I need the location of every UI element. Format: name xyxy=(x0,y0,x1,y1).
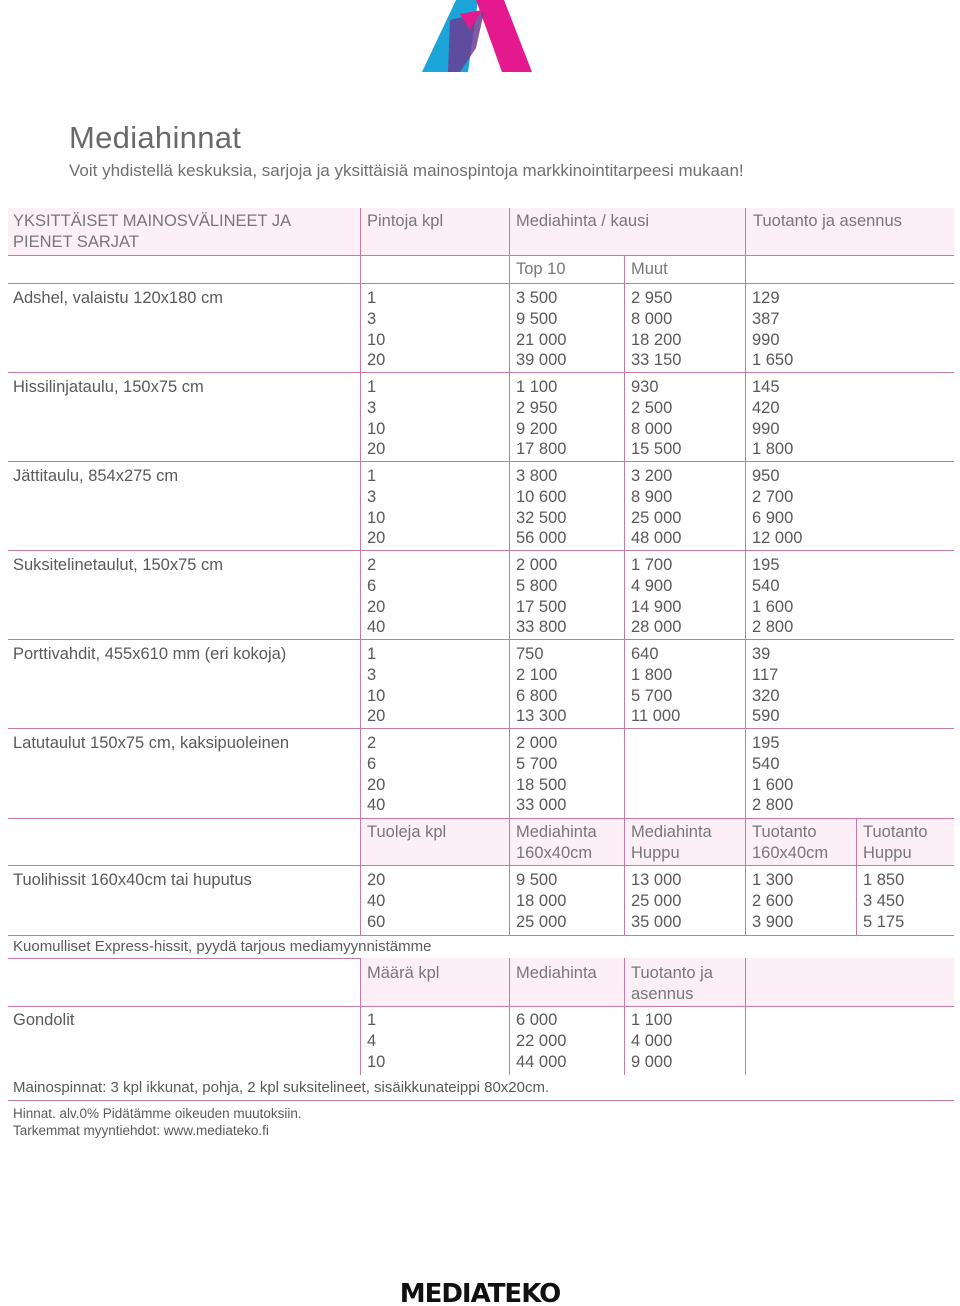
count-header: Pintoja kpl xyxy=(367,212,444,230)
price-value: 9 200 xyxy=(516,419,558,438)
price-value: 11 000 xyxy=(631,707,681,726)
count-value: 40 xyxy=(367,796,386,815)
price-value: 1 800 xyxy=(631,665,673,684)
counts-column xyxy=(367,288,385,371)
price-value: 33 150 xyxy=(631,351,682,370)
production-value: 387 xyxy=(752,309,780,328)
price-a-header-line1: Mediahinta xyxy=(516,823,597,841)
production-column xyxy=(631,1010,672,1072)
counts-column xyxy=(367,733,385,816)
divider xyxy=(8,283,954,284)
column-separator xyxy=(745,958,746,1075)
price-value: 1 700 xyxy=(631,556,673,574)
count-value: 1 xyxy=(367,467,377,485)
price-value: 3 500 xyxy=(516,289,558,307)
price-column xyxy=(516,1010,566,1072)
column-separator xyxy=(360,818,361,935)
price-header: Mediahinta xyxy=(516,964,597,982)
price-a-column xyxy=(516,870,566,932)
count-value: 1 xyxy=(367,1011,377,1029)
count-value: 3 xyxy=(367,398,377,417)
row-divider xyxy=(8,728,954,729)
production-value: 145 xyxy=(752,378,780,396)
counts-column xyxy=(367,644,385,727)
production-value: 4 000 xyxy=(631,1031,673,1050)
prod-b-column xyxy=(863,870,904,932)
price-value: 2 500 xyxy=(631,398,673,417)
top10-column xyxy=(516,644,566,727)
express-lifts-note: Kuomulliset Express-hissit, pyydä tarjous mediamyynnistämme xyxy=(13,938,432,955)
production-value: 3 900 xyxy=(752,912,794,931)
count-value: 6 xyxy=(367,576,377,595)
price-value: 6 800 xyxy=(516,686,558,705)
production-value: 129 xyxy=(752,289,780,307)
product-name: Jättitaulu, 854x275 cm xyxy=(13,467,179,485)
production-value: 540 xyxy=(752,754,780,773)
production-value: 6 900 xyxy=(752,508,794,527)
price-value: 44 000 xyxy=(516,1052,567,1071)
count-value: 40 xyxy=(367,891,386,910)
divider xyxy=(8,1006,954,1007)
price-a-header-line2: 160x40cm xyxy=(516,844,593,862)
terms-link-text: Tarkemmat myyntiehdot: www.mediateko.fi xyxy=(13,1123,269,1138)
counts-column xyxy=(367,555,385,638)
price-value: 17 800 xyxy=(516,440,567,459)
price-value: 56 000 xyxy=(516,529,567,548)
price-value: 4 900 xyxy=(631,576,673,595)
price-value: 9 500 xyxy=(516,871,558,889)
count-value: 10 xyxy=(367,1052,386,1071)
production-value: 1 850 xyxy=(863,871,905,889)
price-value: 32 500 xyxy=(516,508,567,527)
production-value: 39 xyxy=(752,645,771,663)
price-value: 9 500 xyxy=(516,309,558,328)
price-value: 14 900 xyxy=(631,597,682,616)
price-b-column xyxy=(631,870,681,932)
product-name: Suksitelinetaulut, 150x75 cm xyxy=(13,556,224,574)
price-value: 640 xyxy=(631,645,659,663)
price-value: 2 100 xyxy=(516,665,558,684)
page-subtitle: Voit yhdistellä keskuksia, sarjoja ja yksittäisiä mainospintoja markkinointitarpeesi mukaan! xyxy=(69,161,744,180)
price-value: 18 500 xyxy=(516,775,567,794)
price-value: 13 000 xyxy=(631,871,682,889)
prod-a-header-line1: Tuotanto xyxy=(752,823,817,841)
production-value: 1 800 xyxy=(752,440,794,459)
row-divider xyxy=(8,550,954,551)
count-value: 1 xyxy=(367,378,377,396)
divider xyxy=(8,255,954,256)
price-value: 15 500 xyxy=(631,440,682,459)
price-value: 3 800 xyxy=(516,467,558,485)
count-value: 3 xyxy=(367,665,377,684)
production-column xyxy=(752,555,793,638)
count-value: 20 xyxy=(367,351,386,370)
price-value: 8 900 xyxy=(631,487,673,506)
production-value: 540 xyxy=(752,576,780,595)
product-name: Tuolihissit 160x40cm tai huputus xyxy=(13,871,252,889)
category-header-line2: PIENET SARJAT xyxy=(13,233,139,251)
price-value: 6 000 xyxy=(516,1011,558,1029)
prod-b-header-line1: Tuotanto xyxy=(863,823,928,841)
column-separator xyxy=(624,958,625,1075)
count-value: 3 xyxy=(367,487,377,506)
count-value: 10 xyxy=(367,508,386,527)
production-value: 990 xyxy=(752,419,780,438)
prod-a-header-line2: 160x40cm xyxy=(752,844,829,862)
price-b-header-line2: Huppu xyxy=(631,844,680,862)
count-value: 60 xyxy=(367,912,386,931)
price-value: 48 000 xyxy=(631,529,682,548)
production-value: 1 100 xyxy=(631,1011,673,1029)
divider xyxy=(8,818,954,819)
count-value: 2 xyxy=(367,734,377,752)
price-value: 35 000 xyxy=(631,912,682,931)
count-value: 2 xyxy=(367,556,377,574)
column-separator xyxy=(509,958,510,1075)
production-column xyxy=(752,644,780,727)
price-value: 10 600 xyxy=(516,487,567,506)
counts-column xyxy=(367,870,385,932)
count-value: 10 xyxy=(367,330,386,349)
amount-header: Määrä kpl xyxy=(367,964,440,982)
production-value: 9 000 xyxy=(631,1052,673,1071)
production-column xyxy=(752,377,793,460)
other-column xyxy=(631,644,680,727)
mediateko-logo-mark xyxy=(420,0,532,74)
column-separator xyxy=(509,818,510,935)
price-header: Mediahinta / kausi xyxy=(516,212,649,230)
row-divider xyxy=(8,461,954,462)
divider xyxy=(8,865,954,866)
column-separator xyxy=(360,958,361,1075)
production-value: 1 600 xyxy=(752,775,794,794)
price-value: 5 700 xyxy=(631,686,673,705)
production-column xyxy=(752,288,793,371)
production-header-line2: asennus xyxy=(631,985,694,1003)
price-value: 930 xyxy=(631,378,659,396)
other-column xyxy=(631,377,681,460)
production-value: 590 xyxy=(752,707,780,726)
top10-column xyxy=(516,466,566,549)
price-value: 18 200 xyxy=(631,330,682,349)
production-value: 2 800 xyxy=(752,796,794,815)
count-value: 40 xyxy=(367,618,386,637)
price-value: 39 000 xyxy=(516,351,567,370)
page-title: Mediahinnat xyxy=(69,120,242,155)
production-value: 195 xyxy=(752,556,780,574)
price-value: 13 300 xyxy=(516,707,567,726)
production-value: 3 450 xyxy=(863,891,905,910)
count-value: 20 xyxy=(367,597,386,616)
production-value: 195 xyxy=(752,734,780,752)
production-column xyxy=(752,466,802,549)
price-value: 8 000 xyxy=(631,309,673,328)
column-separator xyxy=(624,818,625,935)
counts-column xyxy=(367,377,385,460)
top10-column xyxy=(516,733,566,816)
other-header: Muut xyxy=(631,260,668,278)
row-divider xyxy=(8,372,954,373)
column-separator xyxy=(745,818,746,935)
top10-column xyxy=(516,377,566,460)
count-value: 4 xyxy=(367,1031,377,1050)
price-value: 8 000 xyxy=(631,419,673,438)
production-value: 2 800 xyxy=(752,618,794,637)
production-column xyxy=(752,733,793,816)
count-value: 20 xyxy=(367,440,386,459)
production-value: 1 650 xyxy=(752,351,794,370)
wordmark-text: MEDIATEKO xyxy=(399,1279,561,1306)
price-value: 2 950 xyxy=(516,398,558,417)
top10-column xyxy=(516,555,566,638)
column-separator xyxy=(624,255,625,819)
mediateko-wordmark xyxy=(395,1278,565,1306)
other-column xyxy=(631,555,681,638)
price-value: 33 000 xyxy=(516,796,567,815)
production-header-line1: Tuotanto ja xyxy=(631,964,713,982)
price-disclaimer: Hinnat. alv.0% Pidätämme oikeuden muutoksiin. xyxy=(13,1106,302,1121)
production-value: 2 700 xyxy=(752,487,794,506)
product-name: Adshel, valaistu 120x180 cm xyxy=(13,289,224,307)
price-value: 5 800 xyxy=(516,576,558,595)
prod-a-column xyxy=(752,870,793,932)
count-value: 20 xyxy=(367,871,386,889)
production-value: 1 600 xyxy=(752,597,794,616)
count-value: 6 xyxy=(367,754,377,773)
prod-b-header-line2: Huppu xyxy=(863,844,912,862)
production-value: 1 300 xyxy=(752,871,794,889)
chairs-header: Tuoleja kpl xyxy=(367,823,447,841)
divider xyxy=(8,1100,954,1101)
price-value: 21 000 xyxy=(516,330,567,349)
price-value: 2 950 xyxy=(631,289,673,307)
price-b-header-line1: Mediahinta xyxy=(631,823,712,841)
production-value: 12 000 xyxy=(752,529,803,548)
production-header: Tuotanto ja asennus xyxy=(753,212,902,230)
production-value: 5 175 xyxy=(863,912,905,931)
production-value: 320 xyxy=(752,686,780,705)
count-value: 1 xyxy=(367,289,377,307)
price-value: 5 700 xyxy=(516,754,558,773)
price-value: 2 000 xyxy=(516,734,558,752)
counts-column xyxy=(367,1010,385,1072)
production-value: 950 xyxy=(752,467,780,485)
product-name: Hissilinjataulu, 150x75 cm xyxy=(13,378,204,396)
production-value: 990 xyxy=(752,330,780,349)
other-column xyxy=(631,288,681,371)
price-value: 2 000 xyxy=(516,556,558,574)
production-value: 2 600 xyxy=(752,891,794,910)
price-value: 25 000 xyxy=(516,912,567,931)
price-value: 17 500 xyxy=(516,597,567,616)
count-value: 3 xyxy=(367,309,377,328)
ad-surfaces-note: Mainospinnat: 3 kpl ikkunat, pohja, 2 kpl suksitelineet, sisäikkunateippi 80x20cm. xyxy=(13,1079,550,1096)
other-column xyxy=(631,466,681,549)
product-name: Latutaulut 150x75 cm, kaksipuoleinen xyxy=(13,734,290,752)
count-value: 10 xyxy=(367,686,386,705)
price-value: 1 100 xyxy=(516,378,558,396)
price-value: 25 000 xyxy=(631,508,682,527)
top10-header: Top 10 xyxy=(516,260,566,278)
category-header-line1: YKSITTÄISET MAINOSVÄLINEET JA xyxy=(13,212,292,230)
price-value: 3 200 xyxy=(631,467,673,485)
count-value: 10 xyxy=(367,419,386,438)
price-value: 33 800 xyxy=(516,618,567,637)
count-value: 20 xyxy=(367,707,386,726)
column-separator xyxy=(856,818,857,935)
price-value: 25 000 xyxy=(631,891,682,910)
production-value: 420 xyxy=(752,398,780,417)
count-value: 20 xyxy=(367,529,386,548)
price-value: 28 000 xyxy=(631,618,682,637)
price-value: 22 000 xyxy=(516,1031,567,1050)
product-name: Porttivahdit, 455x610 mm (eri kokoja) xyxy=(13,645,287,663)
count-value: 1 xyxy=(367,645,377,663)
count-value: 20 xyxy=(367,775,386,794)
price-value: 18 000 xyxy=(516,891,567,910)
counts-column xyxy=(367,466,385,549)
row-divider xyxy=(8,639,954,640)
top10-column xyxy=(516,288,566,371)
price-value: 750 xyxy=(516,645,544,663)
product-name: Gondolit xyxy=(13,1011,75,1029)
divider xyxy=(8,935,954,936)
production-value: 117 xyxy=(752,665,779,684)
